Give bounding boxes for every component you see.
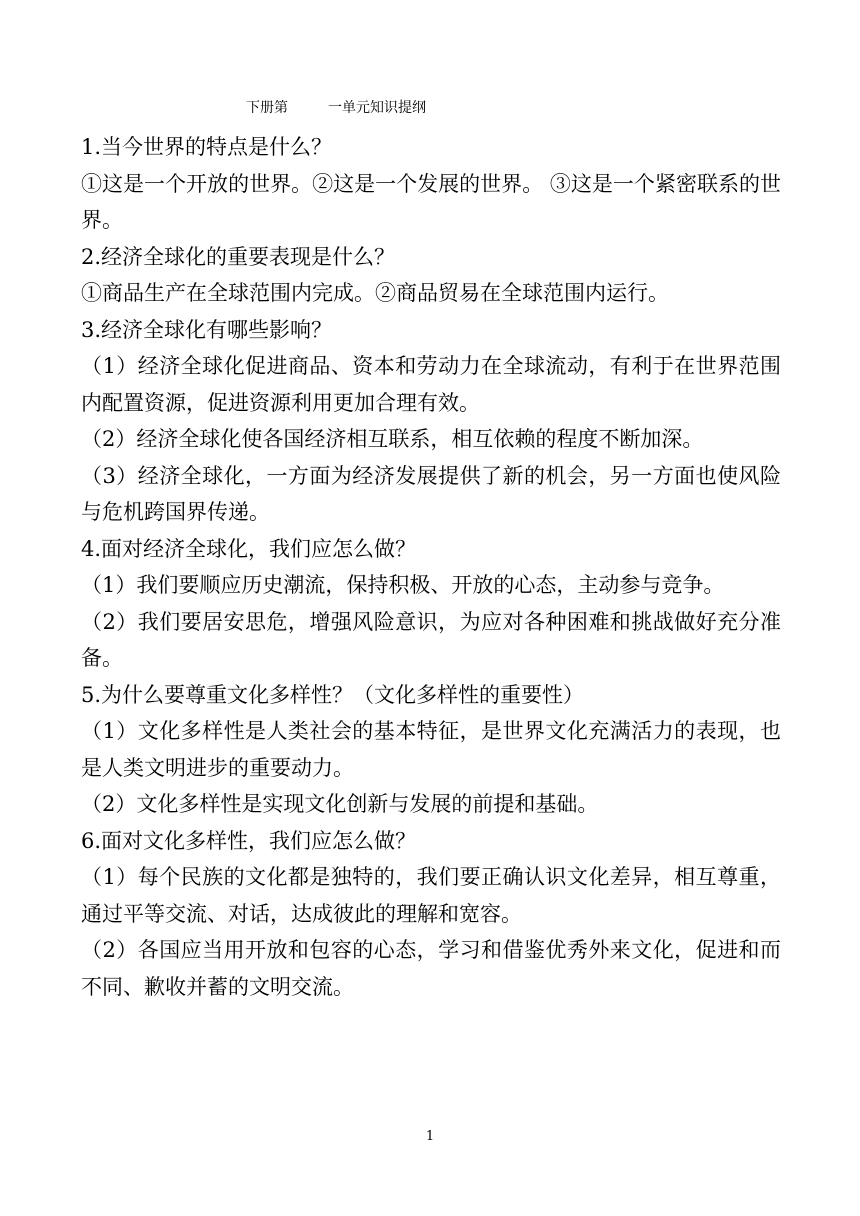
answer-paragraph: （3）经济全球化，一方面为经济发展提供了新的机会，另一方面也使风险与危机跨国界传递。 bbox=[81, 463, 781, 524]
answer-paragraph: （2）各国应当用开放和包容的心态，学习和借鉴优秀外来文化，促进和而不同、歉收并蓄的文明交流。 bbox=[81, 938, 781, 999]
answer-paragraph: （1）经济全球化促进商品、资本和劳动力在全球流动，有利于在世界范围内配置资源，促进资源利用更加合理有效。 bbox=[81, 354, 781, 415]
answer-paragraph: （2）文化多样性是实现文化创新与发展的前提和基础。 bbox=[81, 792, 599, 816]
header-part-1: 下册第 bbox=[246, 100, 288, 116]
question-heading-6: 6.面对文化多样性，我们应怎么做？ bbox=[81, 828, 417, 853]
page-number: 1 bbox=[425, 1129, 435, 1144]
question-heading-3: 3.经济全球化有哪些影响？ bbox=[81, 317, 333, 342]
answer-paragraph: （1）我们要顺应历史潮流，保持积极、开放的心态，主动参与竞争。 bbox=[81, 573, 725, 597]
question-heading-4: 4.面对经济全球化，我们应怎么做？ bbox=[81, 536, 417, 561]
question-heading-2: 2.经济全球化的重要表现是什么？ bbox=[81, 244, 396, 269]
answer-paragraph: ①这是一个开放的世界。②这是一个发展的世界。 ③这是一个紧密联系的世界。 bbox=[81, 171, 781, 232]
question-heading-1: 1.当今世界的特点是什么？ bbox=[81, 135, 333, 159]
header-part-2: 一单元知识提纲 bbox=[328, 100, 426, 116]
answer-paragraph: （2）经济全球化使各国经济相互联系，相互依赖的程度不断加深。 bbox=[81, 427, 704, 451]
document-header bbox=[246, 98, 426, 118]
document-body bbox=[81, 129, 781, 1005]
answer-paragraph: ①商品生产在全球范围内完成。②商品贸易在全球范围内运行。 bbox=[81, 281, 669, 305]
answer-paragraph: （2）我们要居安思危，增强风险意识，为应对各种困难和挑战做好充分准备。 bbox=[81, 609, 781, 670]
answer-paragraph: （1）每个民族的文化都是独特的，我们要正确认识文化差异，相互尊重，通过平等交流、对话，达成彼此的理解和宽容。 bbox=[81, 865, 781, 926]
question-heading-5: 5.为什么要尊重文化多样性？（文化多样性的重要性） bbox=[81, 682, 585, 707]
answer-paragraph: （1）文化多样性是人类社会的基本特征，是世界文化充满活力的表现，也是人类文明进步的重要动力。 bbox=[81, 719, 781, 780]
